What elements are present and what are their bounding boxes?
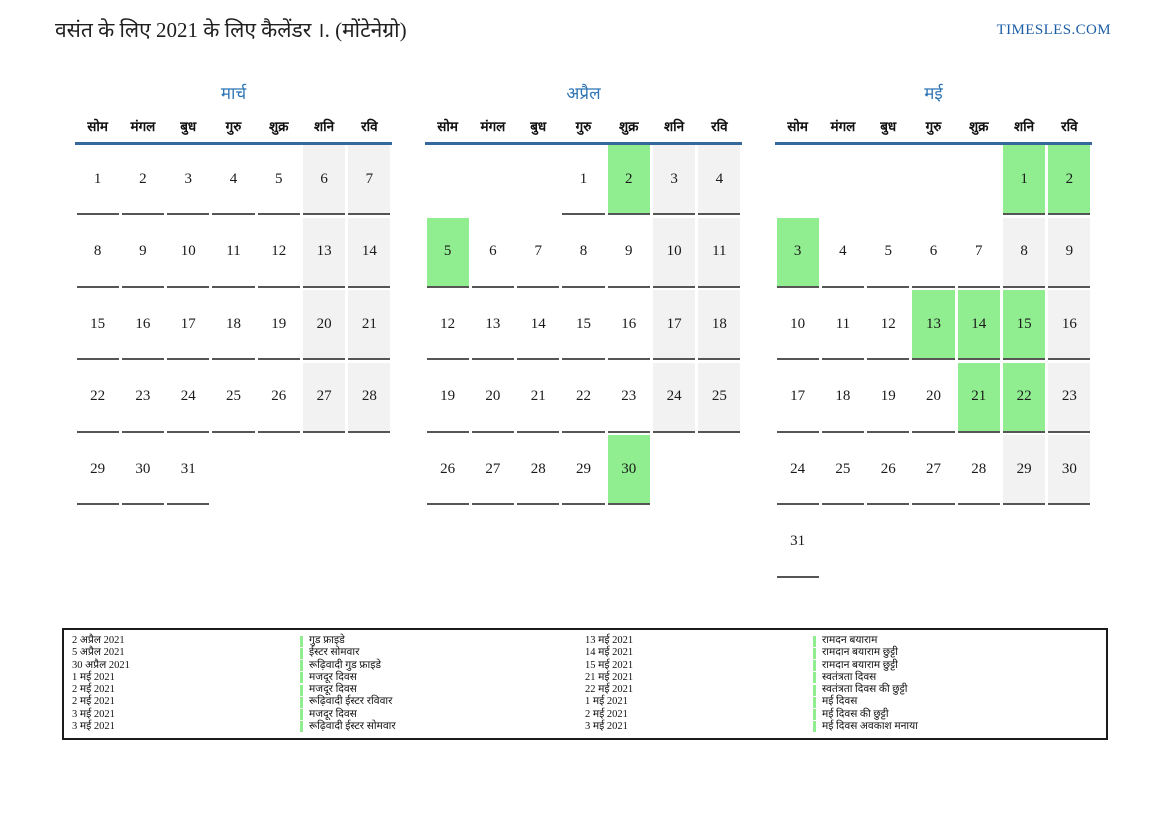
- weekday-label: गुरु: [225, 119, 242, 134]
- empty-day-cell: [301, 435, 346, 508]
- weekday-header-row: [75, 113, 392, 142]
- holiday-name: रूढ़िवादी गुड फ्राइडे: [309, 659, 382, 671]
- holiday-marker-bar: [300, 648, 303, 659]
- holiday-legend-row: [72, 672, 585, 684]
- holiday-marker-bar: [813, 660, 816, 671]
- calendars-row: [75, 84, 1092, 580]
- day-cell: 16: [120, 290, 165, 363]
- weekday-label: सोम: [787, 119, 808, 134]
- weekday-label: शुक्र: [269, 119, 289, 134]
- legend-column-right: [585, 635, 1098, 733]
- weekday-label: रवि: [361, 119, 378, 134]
- day-cell: 14: [347, 218, 392, 291]
- empty-day-cell: [775, 145, 820, 218]
- day-cell: 12: [256, 218, 301, 291]
- day-cell: 13: [911, 290, 956, 363]
- day-cell: 12: [866, 290, 911, 363]
- page-title: वसंत के लिए 2021 के लिए कैलेंडर ।. (मोंटेनेग्रो): [55, 18, 407, 42]
- day-cell: 5: [425, 218, 470, 291]
- day-cell: 17: [775, 363, 820, 436]
- day-cell: 27: [911, 435, 956, 508]
- day-cell: 2: [1047, 145, 1092, 218]
- day-cell: 15: [1001, 290, 1046, 363]
- day-cell: 16: [606, 290, 651, 363]
- holiday-date: 3 मई 2021: [585, 720, 628, 732]
- day-cell: 18: [211, 290, 256, 363]
- empty-day-cell: [516, 145, 561, 218]
- day-cell: 3: [166, 145, 211, 218]
- holiday-legend-row: [72, 709, 585, 721]
- day-cell: 23: [1047, 363, 1092, 436]
- holiday-legend-row: [585, 660, 1098, 672]
- holiday-name: रूढ़िवादी ईस्टर रविवार: [309, 696, 393, 708]
- empty-day-cell: [820, 145, 865, 218]
- day-grid: [425, 145, 742, 508]
- day-cell: 21: [347, 290, 392, 363]
- day-cell: 3: [775, 218, 820, 291]
- empty-day-cell: [820, 508, 865, 581]
- day-cell: 25: [697, 363, 742, 436]
- day-cell: 10: [775, 290, 820, 363]
- holiday-name: मई दिवस: [822, 696, 858, 708]
- day-cell: 23: [120, 363, 165, 436]
- month-title: मार्च: [220, 84, 247, 103]
- day-cell: 4: [820, 218, 865, 291]
- day-cell: 22: [561, 363, 606, 436]
- holiday-marker-bar: [813, 709, 816, 720]
- empty-day-cell: [211, 435, 256, 508]
- day-cell: 15: [75, 290, 120, 363]
- day-cell: 18: [820, 363, 865, 436]
- holiday-name: गुड फ्राइडे: [309, 635, 345, 647]
- day-cell: 27: [470, 435, 515, 508]
- day-cell: 7: [347, 145, 392, 218]
- weekday-label: सोम: [437, 119, 458, 134]
- day-cell: 27: [301, 363, 346, 436]
- holiday-date: 2 मई 2021: [72, 684, 115, 696]
- holiday-legend-row: [72, 660, 585, 672]
- day-cell: 20: [301, 290, 346, 363]
- holiday-date: 22 मई 2021: [585, 684, 634, 696]
- empty-day-cell: [697, 435, 742, 508]
- holiday-marker-bar: [300, 672, 303, 683]
- holiday-marker-bar: [813, 648, 816, 659]
- holiday-marker-bar: [300, 660, 303, 671]
- holiday-legend-row: [72, 684, 585, 696]
- holiday-name: मजदूर दिवस: [309, 708, 357, 720]
- day-cell: 2: [120, 145, 165, 218]
- day-cell: 11: [211, 218, 256, 291]
- holiday-marker-bar: [813, 721, 816, 732]
- day-cell: 8: [75, 218, 120, 291]
- day-cell: 21: [956, 363, 1001, 436]
- holiday-name: मई दिवस की छुट्टी: [822, 708, 889, 720]
- holiday-name: रामदान बयाराम छुट्टी: [822, 659, 898, 671]
- day-cell: 1: [561, 145, 606, 218]
- holiday-name: स्वतंत्रता दिवस: [822, 671, 877, 683]
- day-cell: 17: [651, 290, 696, 363]
- holiday-marker-bar: [813, 697, 816, 708]
- weekday-label: शुक्र: [969, 119, 989, 134]
- day-cell: 30: [120, 435, 165, 508]
- holiday-name: मजदूर दिवस: [309, 684, 357, 696]
- holiday-name: स्वतंत्रता दिवस की छुट्टी: [822, 684, 908, 696]
- empty-day-cell: [956, 508, 1001, 581]
- month-calendar-may: [775, 84, 1092, 580]
- day-cell: 11: [820, 290, 865, 363]
- empty-day-cell: [651, 435, 696, 508]
- day-cell: 24: [775, 435, 820, 508]
- month-calendar-march: [75, 84, 392, 580]
- holiday-marker-bar: [813, 685, 816, 696]
- empty-day-cell: [425, 145, 470, 218]
- holiday-legend-row: [585, 647, 1098, 659]
- holiday-date: 30 अप्रैल 2021: [72, 659, 130, 671]
- day-cell: 15: [561, 290, 606, 363]
- day-cell: 6: [911, 218, 956, 291]
- holiday-legend-row: [585, 696, 1098, 708]
- day-cell: 9: [1047, 218, 1092, 291]
- empty-day-cell: [866, 508, 911, 581]
- holiday-date: 15 मई 2021: [585, 659, 634, 671]
- day-cell: 14: [956, 290, 1001, 363]
- empty-day-cell: [1047, 508, 1092, 581]
- day-cell: 6: [301, 145, 346, 218]
- empty-day-cell: [1001, 508, 1046, 581]
- page-header: [55, 16, 1111, 44]
- day-cell: 8: [561, 218, 606, 291]
- holiday-date: 1 मई 2021: [585, 696, 628, 708]
- day-cell: 29: [561, 435, 606, 508]
- holiday-legend-row: [585, 709, 1098, 721]
- day-cell: 30: [606, 435, 651, 508]
- day-cell: 26: [425, 435, 470, 508]
- day-cell: 28: [516, 435, 561, 508]
- weekday-label: मंगल: [130, 119, 156, 134]
- day-cell: 1: [75, 145, 120, 218]
- day-cell: 26: [866, 435, 911, 508]
- weekday-label: मंगल: [480, 119, 506, 134]
- holiday-marker-bar: [300, 709, 303, 720]
- day-cell: 5: [256, 145, 301, 218]
- weekday-header-row: [425, 113, 742, 142]
- day-cell: 31: [775, 508, 820, 581]
- day-cell: 24: [651, 363, 696, 436]
- weekday-label: शनि: [1013, 119, 1035, 134]
- weekday-label: रवि: [1061, 119, 1078, 134]
- day-cell: 13: [301, 218, 346, 291]
- holiday-legend: [62, 628, 1108, 740]
- day-cell: 19: [425, 363, 470, 436]
- empty-day-cell: [911, 145, 956, 218]
- day-cell: 4: [697, 145, 742, 218]
- day-cell: 9: [606, 218, 651, 291]
- day-cell: 11: [697, 218, 742, 291]
- holiday-legend-row: [72, 721, 585, 733]
- holiday-date: 13 मई 2021: [585, 635, 634, 647]
- day-cell: 13: [470, 290, 515, 363]
- day-cell: 23: [606, 363, 651, 436]
- day-cell: 10: [166, 218, 211, 291]
- month-title: मई: [924, 84, 943, 103]
- holiday-marker-bar: [300, 636, 303, 647]
- day-cell: 28: [347, 363, 392, 436]
- empty-day-cell: [866, 145, 911, 218]
- day-cell: 25: [820, 435, 865, 508]
- day-cell: 30: [1047, 435, 1092, 508]
- holiday-date: 2 अप्रैल 2021: [72, 635, 125, 647]
- weekday-label: गुरु: [575, 119, 592, 134]
- month-title: अप्रैल: [566, 84, 601, 103]
- day-cell: 21: [516, 363, 561, 436]
- weekday-label: मंगल: [830, 119, 856, 134]
- weekday-label: बुध: [880, 119, 897, 134]
- empty-day-cell: [956, 145, 1001, 218]
- day-cell: 17: [166, 290, 211, 363]
- day-cell: 8: [1001, 218, 1046, 291]
- day-cell: 20: [470, 363, 515, 436]
- holiday-legend-row: [585, 672, 1098, 684]
- holiday-legend-row: [585, 635, 1098, 647]
- day-grid: [75, 145, 392, 508]
- holiday-legend-row: [72, 696, 585, 708]
- day-cell: 22: [1001, 363, 1046, 436]
- day-cell: 22: [75, 363, 120, 436]
- weekday-label: सोम: [87, 119, 108, 134]
- weekday-label: शनि: [313, 119, 335, 134]
- day-cell: 26: [256, 363, 301, 436]
- day-cell: 19: [866, 363, 911, 436]
- day-cell: 12: [425, 290, 470, 363]
- holiday-legend-row: [585, 721, 1098, 733]
- empty-day-cell: [470, 145, 515, 218]
- day-cell: 29: [1001, 435, 1046, 508]
- holiday-name: रामदान बयाराम छुट्टी: [822, 647, 898, 659]
- holiday-name: रूढ़िवादी ईस्टर सोमवार: [309, 720, 396, 732]
- month-calendar-april: [425, 84, 742, 580]
- holiday-date: 3 मई 2021: [72, 708, 115, 720]
- day-cell: 7: [516, 218, 561, 291]
- day-grid: [775, 145, 1092, 580]
- holiday-name: रामदन बयाराम: [822, 635, 878, 647]
- empty-day-cell: [911, 508, 956, 581]
- day-cell: 1: [1001, 145, 1046, 218]
- holiday-date: 21 मई 2021: [585, 671, 634, 683]
- day-cell: 6: [470, 218, 515, 291]
- day-cell: 16: [1047, 290, 1092, 363]
- day-cell: 3: [651, 145, 696, 218]
- day-cell: 19: [256, 290, 301, 363]
- holiday-date: 2 मई 2021: [585, 708, 628, 720]
- day-cell: 20: [911, 363, 956, 436]
- day-cell: 31: [166, 435, 211, 508]
- weekday-label: गुरु: [925, 119, 942, 134]
- holiday-date: 1 मई 2021: [72, 671, 115, 683]
- holiday-legend-row: [585, 684, 1098, 696]
- holiday-date: 2 मई 2021: [72, 696, 115, 708]
- day-cell: 18: [697, 290, 742, 363]
- holiday-marker-bar: [300, 697, 303, 708]
- day-cell: 10: [651, 218, 696, 291]
- weekday-header-row: [775, 113, 1092, 142]
- holiday-legend-row: [72, 635, 585, 647]
- holiday-marker-bar: [300, 685, 303, 696]
- day-cell: 4: [211, 145, 256, 218]
- holiday-date: 3 मई 2021: [72, 720, 115, 732]
- day-cell: 2: [606, 145, 651, 218]
- day-cell: 25: [211, 363, 256, 436]
- holiday-marker-bar: [813, 636, 816, 647]
- day-cell: 29: [75, 435, 120, 508]
- weekday-label: बुध: [530, 119, 547, 134]
- holiday-date: 5 अप्रैल 2021: [72, 647, 125, 659]
- holiday-marker-bar: [300, 721, 303, 732]
- holiday-name: मजदूर दिवस: [309, 671, 357, 683]
- weekday-label: शुक्र: [619, 119, 639, 134]
- weekday-label: रवि: [711, 119, 728, 134]
- holiday-date: 14 मई 2021: [585, 647, 634, 659]
- site-link[interactable]: TIMESLES.COM: [996, 22, 1111, 38]
- legend-column-left: [72, 635, 585, 733]
- holiday-marker-bar: [813, 672, 816, 683]
- holiday-legend-row: [72, 647, 585, 659]
- holiday-name: ईस्टर सोमवार: [309, 647, 360, 659]
- day-cell: 28: [956, 435, 1001, 508]
- weekday-label: बुध: [180, 119, 197, 134]
- day-cell: 24: [166, 363, 211, 436]
- day-cell: 5: [866, 218, 911, 291]
- day-cell: 9: [120, 218, 165, 291]
- day-cell: 14: [516, 290, 561, 363]
- holiday-name: मई दिवस अवकाश मनाया: [822, 720, 918, 732]
- empty-day-cell: [347, 435, 392, 508]
- empty-day-cell: [256, 435, 301, 508]
- weekday-label: शनि: [663, 119, 685, 134]
- day-cell: 7: [956, 218, 1001, 291]
